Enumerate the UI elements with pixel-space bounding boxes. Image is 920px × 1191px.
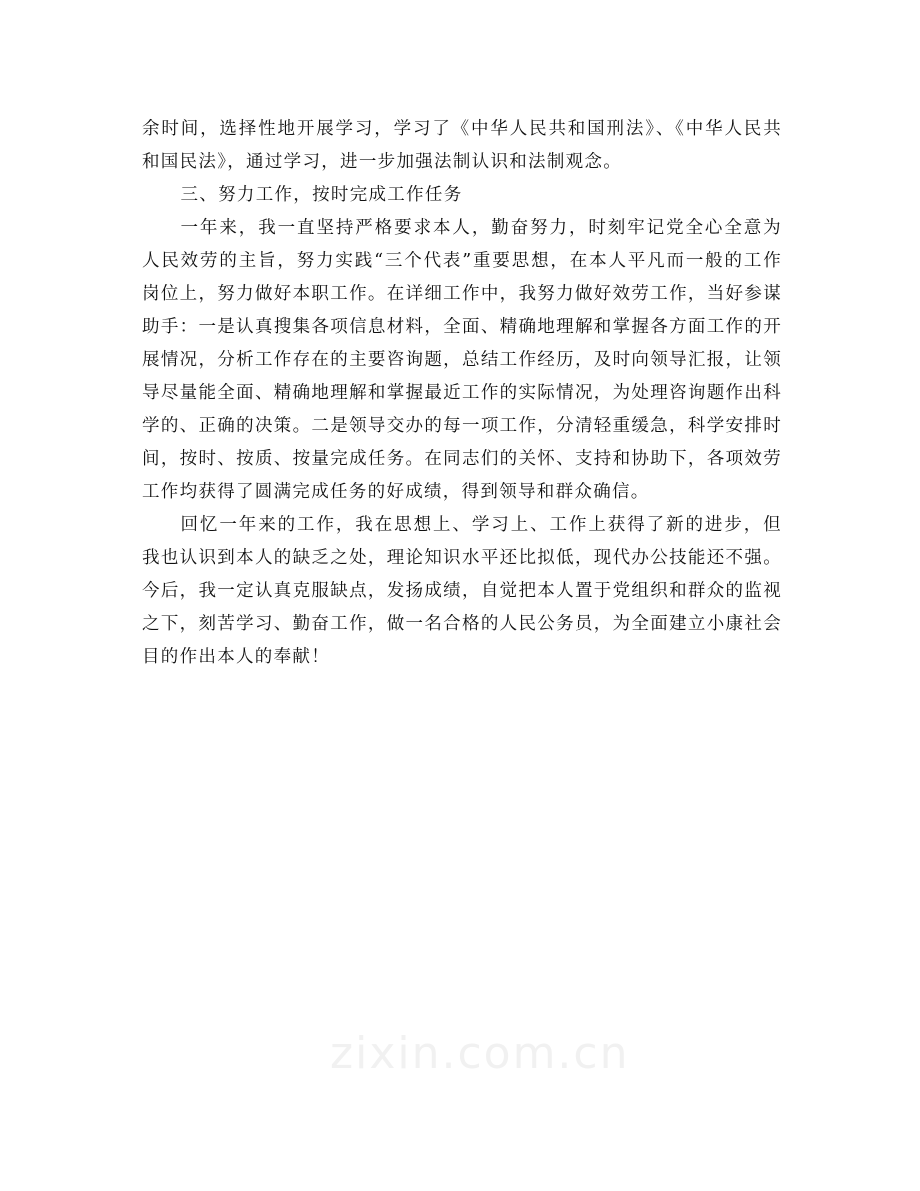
paragraph-work-summary: 一年来，我一直坚持严格要求本人，勤奋努力，时刻牢记党全心全意为人民效劳的主旨，努力实践“三个代表”重要思想，在本人平凡而一般的工作岗位上，努力做好本职工作。在详细工作中，我努力做好效劳工作，当好参谋助手：一是认真搜集各项信息材料，全面、精确地理解和掌握各方面工作的开展情况，分析工作存在的主要咨询题，总结工作经历，及时向领导汇报，让领导尽量能全面、精确地理解和掌握最近工作的实际情况，为处理咨询题作出科学的、正确的决策。二是领导交办的每一项工作，分清轻重缓急，科学安排时间，按时、按质、按量完成任务。在同志们的关怀、支持和协助下，各项效劳工作均获得了圆满完成任务的好成绩，得到领导和群众确信。 [142,218,782,502]
watermark: zixin.com.cn [330,1028,630,1079]
document-body [142,113,782,674]
paragraph-conclusion: 回忆一年来的工作，我在思想上、学习上、工作上获得了新的进步，但我也认识到本人的缺乏之处，理论知识水平还比拟低，现代办公技能还不强。今后，我一定认真克服缺点，发扬成绩，自觉把本人置于党组织和群众的监视之下，刻苦学习、勤奋工作，做一名合格的人民公务员，为全面建立小康社会目的作出本人的奉献！ [142,515,782,667]
section-heading-3: 三、努力工作，按时完成工作任务 [180,185,463,205]
paragraph-study-law: 余时间，选择性地开展学习，学习了《中华人民共和国刑法》、《中华人民共和国民法》，通过学习，进一步加强法制认识和法制观念。 [142,119,782,172]
